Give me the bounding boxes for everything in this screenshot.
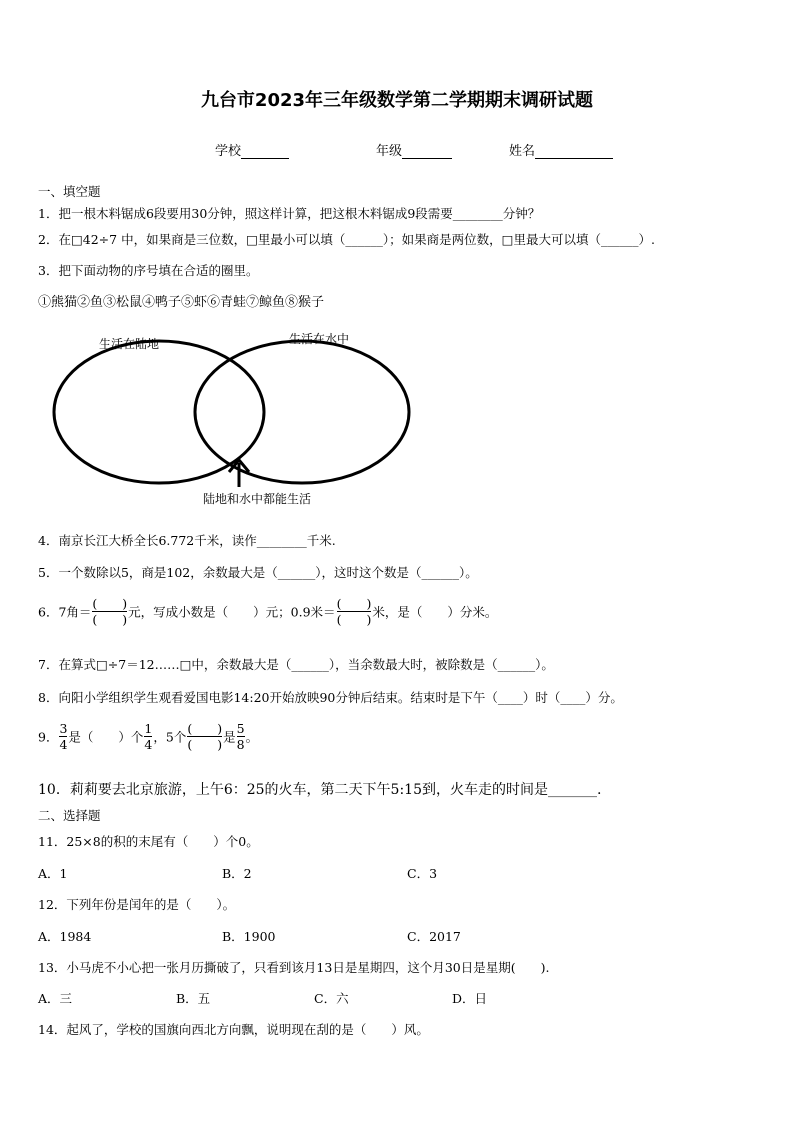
question-7: 7．在算式□÷7＝12……□中，余数最大是（______），当余数最大时，被除数是（______）。 — [38, 657, 554, 672]
school-label: 学校 — [215, 144, 242, 159]
school-blank[interactable] — [241, 144, 289, 159]
q13-option-c[interactable]: C．六 — [314, 991, 349, 1006]
q6-fraction-2: $\frac{( )}{( )}$ — [336, 596, 372, 627]
q12-option-b[interactable]: B．1900 — [222, 929, 276, 944]
grade-blank[interactable] — [402, 144, 452, 159]
question-13: 13．小马虎不小心把一张月历撕破了，只看到该月13日是星期四，这个月30日是星期( ). — [38, 960, 550, 975]
question-2: 2．在□42÷7 中，如果商是三位数，□里最小可以填（______）；如果商是两位数，□里最大可以填（______）. — [38, 232, 655, 247]
grade-label: 年级 — [376, 144, 403, 159]
question-9: 9． $\frac{3}{4}$ 是（ ）个 $\frac{1}{4}$ ，5个 $\frac{( )}{( )}$ 是 $\frac{5}{8}$ 。 — [38, 721, 259, 752]
section-choice-heading: 二、选择题 — [38, 808, 101, 823]
q6-part-c: 米，是（ ）分米。 — [372, 604, 498, 620]
page-title: 九台市2023年三年级数学第二学期期末调研试题 — [200, 90, 594, 111]
water-circle — [195, 341, 409, 483]
question-10: 10．莉莉要去北京旅游，上午6：25的火车，第二天下午5:15到，火车走的时间是_______. — [38, 782, 602, 798]
q9-fraction-1-4: $\frac{1}{4}$ — [144, 721, 153, 752]
question-12: 12．下列年份是闰年的是（ ）。 — [38, 897, 236, 912]
question-3-animals: ①熊猫②鱼③松鼠④鸭子⑤虾⑥青蛙⑦鲸鱼⑧猴子 — [38, 295, 325, 310]
name-label: 姓名 — [509, 144, 536, 159]
venn-land-label: 生活在陆地 — [99, 337, 160, 351]
question-4: 4．南京长江大桥全长6.772千米，读作________千米. — [38, 533, 336, 548]
name-field — [509, 140, 613, 159]
q9-fraction-5-8: $\frac{5}{8}$ — [236, 721, 245, 752]
q12-option-c[interactable]: C．2017 — [407, 929, 461, 944]
q9-fraction-3-4: $\frac{3}{4}$ — [59, 721, 68, 752]
question-3: 3．把下面动物的序号填在合适的圈里。 — [38, 263, 259, 278]
grade-field — [376, 140, 452, 159]
venn-diagram — [38, 325, 428, 515]
question-8: 8．向阳小学组织学生观看爱国电影14:20开始放映90分钟后结束。结束时是下午（____）时（____）分。 — [38, 690, 623, 705]
q13-option-d[interactable]: D．日 — [452, 991, 488, 1006]
q13-option-a[interactable]: A．三 — [38, 991, 73, 1006]
q11-option-a[interactable]: A．1 — [38, 866, 68, 881]
question-1: 1．把一根木料锯成6段要用30分钟，照这样计算，把这根木料锯成9段需要________分钟？ — [38, 206, 541, 221]
question-5: 5．一个数除以5，商是102，余数最大是（______），这时这个数是（______）。 — [38, 565, 478, 580]
q6-part-b: 元，写成小数是（ ）元；0.9米＝ — [128, 604, 336, 620]
q11-option-c[interactable]: C．3 — [407, 866, 438, 881]
question-14: 14．起风了，学校的国旗向西北方向飘，说明现在刮的是（ ）风。 — [38, 1022, 429, 1037]
name-blank[interactable] — [535, 144, 613, 159]
q6-fraction-1: $\frac{( )}{( )}$ — [92, 596, 128, 627]
venn-water-label: 生活在水中 — [289, 332, 350, 346]
question-6 — [38, 596, 497, 627]
q12-option-a[interactable]: A．1984 — [38, 929, 92, 944]
q11-option-b[interactable]: B．2 — [222, 866, 252, 881]
land-circle — [54, 341, 264, 483]
school-field — [215, 140, 289, 159]
q9-fraction-blank: $\frac{( )}{( )}$ — [187, 721, 223, 752]
question-11: 11．25×8的积的末尾有（ ）个0。 — [38, 834, 259, 849]
q13-option-b[interactable]: B．五 — [176, 991, 211, 1006]
venn-both-label: 陆地和水中都能生活 — [203, 492, 312, 506]
q6-part-a: 6．7角＝ — [38, 604, 92, 620]
section-fill-heading: 一、填空题 — [38, 184, 101, 199]
